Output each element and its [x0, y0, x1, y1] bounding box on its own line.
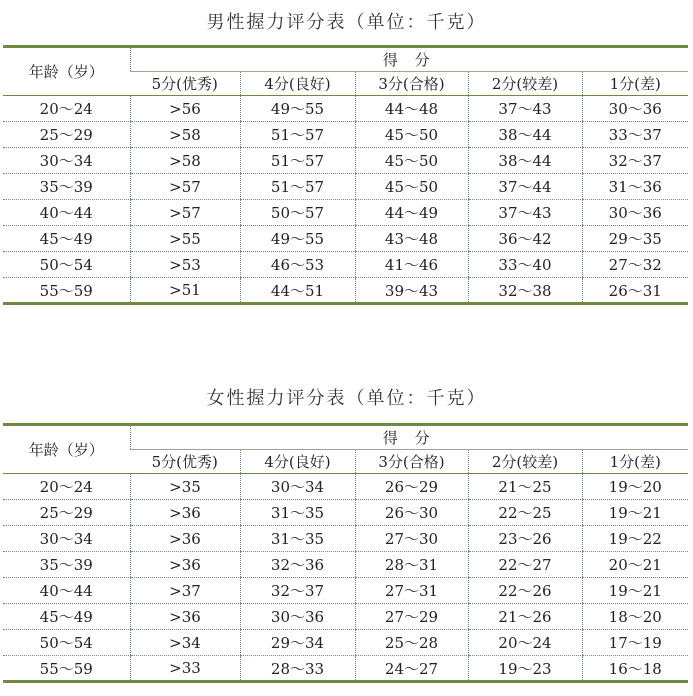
score-group-header: 得 分	[130, 47, 688, 72]
score-cell: 32～37	[582, 148, 688, 174]
table-row	[3, 552, 688, 578]
age-cell: 35～39	[3, 174, 130, 200]
score-cell: 44～49	[355, 200, 468, 226]
score-cell: 39～43	[355, 278, 468, 304]
score-cell: 32～38	[468, 278, 582, 304]
score-cell: 31～35	[240, 500, 355, 526]
score-cell: 22～26	[468, 578, 582, 604]
score-cell: 49～55	[240, 226, 355, 252]
age-cell: 25～29	[3, 122, 130, 148]
score-cell: >57	[130, 200, 240, 226]
score-cell: 37～43	[468, 96, 582, 122]
score-cell: 30～36	[582, 200, 688, 226]
age-cell: 55～59	[3, 656, 130, 682]
level-header-3: 3分(合格)	[355, 450, 468, 474]
score-cell: 21～26	[468, 604, 582, 630]
score-cell: >36	[130, 526, 240, 552]
score-cell: 20～21	[582, 552, 688, 578]
table-row	[3, 578, 688, 604]
age-cell: 35～39	[3, 552, 130, 578]
score-cell: >51	[130, 278, 240, 304]
age-cell: 20～24	[3, 96, 130, 122]
score-cell: 27～29	[355, 604, 468, 630]
score-cell: 20～24	[468, 630, 582, 656]
score-cell: 16～18	[582, 656, 688, 682]
score-cell: 22～25	[468, 500, 582, 526]
level-header-2: 2分(较差)	[468, 72, 582, 96]
table-row	[3, 252, 688, 278]
level-header-5: 5分(优秀)	[130, 72, 240, 96]
male-table-title: 男性握力评分表（单位：千克）	[206, 12, 487, 33]
table-row	[3, 174, 688, 200]
score-cell: 49～55	[240, 96, 355, 122]
score-cell: 18～20	[582, 604, 688, 630]
score-cell: 32～37	[240, 578, 355, 604]
table-row	[3, 200, 688, 226]
level-header-4: 4分(良好)	[240, 72, 355, 96]
score-cell: 27～31	[355, 578, 468, 604]
age-column-header: 年龄（岁）	[3, 47, 130, 96]
level-header-5: 5分(优秀)	[130, 450, 240, 474]
score-cell: 23～26	[468, 526, 582, 552]
score-cell: 44～48	[355, 96, 468, 122]
table-row	[3, 474, 688, 500]
age-cell: 45～49	[3, 226, 130, 252]
score-cell: 33～37	[582, 122, 688, 148]
table-row	[3, 500, 688, 526]
score-cell: 51～57	[240, 148, 355, 174]
male-grip-table	[3, 45, 688, 305]
age-cell: 20～24	[3, 474, 130, 500]
score-cell: 46～53	[240, 252, 355, 278]
score-cell: 36～42	[468, 226, 582, 252]
score-cell: 27～32	[582, 252, 688, 278]
score-cell: >36	[130, 604, 240, 630]
score-cell: 30～36	[582, 96, 688, 122]
table-row	[3, 148, 688, 174]
score-cell: 19～23	[468, 656, 582, 682]
level-header-2: 2分(较差)	[468, 450, 582, 474]
score-cell: >58	[130, 148, 240, 174]
age-cell: 30～34	[3, 526, 130, 552]
score-cell: 26～31	[582, 278, 688, 304]
table-row	[3, 278, 688, 304]
score-cell: 41～46	[355, 252, 468, 278]
table-row	[3, 226, 688, 252]
age-cell: 50～54	[3, 252, 130, 278]
score-cell: 32～36	[240, 552, 355, 578]
score-cell: 33～40	[468, 252, 582, 278]
score-cell: 17～19	[582, 630, 688, 656]
score-cell: 51～57	[240, 122, 355, 148]
score-cell: 43～48	[355, 226, 468, 252]
level-header-3: 3分(合格)	[355, 72, 468, 96]
score-cell: 38～44	[468, 122, 582, 148]
score-cell: >35	[130, 474, 240, 500]
age-cell: 40～44	[3, 578, 130, 604]
age-cell: 40～44	[3, 200, 130, 226]
score-cell: 25～28	[355, 630, 468, 656]
female-grip-table	[3, 423, 688, 683]
score-cell: 30～34	[240, 474, 355, 500]
score-cell: >37	[130, 578, 240, 604]
score-cell: >34	[130, 630, 240, 656]
score-cell: 26～30	[355, 500, 468, 526]
score-cell: 19～21	[582, 500, 688, 526]
level-header-1: 1分(差)	[582, 72, 688, 96]
age-cell: 30～34	[3, 148, 130, 174]
age-cell: 50～54	[3, 630, 130, 656]
score-cell: 51～57	[240, 174, 355, 200]
score-cell: 26～29	[355, 474, 468, 500]
score-cell: 37～44	[468, 174, 582, 200]
score-cell: 28～31	[355, 552, 468, 578]
age-cell: 55～59	[3, 278, 130, 304]
score-cell: 31～36	[582, 174, 688, 200]
score-cell: >57	[130, 174, 240, 200]
score-cell: 45～50	[355, 174, 468, 200]
level-header-4: 4分(良好)	[240, 450, 355, 474]
score-cell: 29～35	[582, 226, 688, 252]
score-cell: 21～25	[468, 474, 582, 500]
table-row	[3, 656, 688, 682]
score-cell: >53	[130, 252, 240, 278]
score-cell: 38～44	[468, 148, 582, 174]
score-cell: >58	[130, 122, 240, 148]
score-cell: 31～35	[240, 526, 355, 552]
age-column-header: 年龄（岁）	[3, 425, 130, 474]
score-cell: 28～33	[240, 656, 355, 682]
score-group-header: 得 分	[130, 425, 688, 450]
table-row	[3, 630, 688, 656]
score-cell: >56	[130, 96, 240, 122]
table-row	[3, 526, 688, 552]
score-cell: 19～21	[582, 578, 688, 604]
score-cell: 27～30	[355, 526, 468, 552]
score-cell: 19～22	[582, 526, 688, 552]
score-cell: 19～20	[582, 474, 688, 500]
score-cell: 24～27	[355, 656, 468, 682]
score-cell: >36	[130, 500, 240, 526]
score-cell: 30～36	[240, 604, 355, 630]
table-row	[3, 604, 688, 630]
score-cell: 22～27	[468, 552, 582, 578]
age-cell: 45～49	[3, 604, 130, 630]
score-cell: 37～43	[468, 200, 582, 226]
score-cell: 45～50	[355, 148, 468, 174]
score-cell: 50～57	[240, 200, 355, 226]
level-header-1: 1分(差)	[582, 450, 688, 474]
age-cell: 25～29	[3, 500, 130, 526]
table-row	[3, 96, 688, 122]
score-cell: >33	[130, 656, 240, 682]
table-row	[3, 122, 688, 148]
score-cell: 45～50	[355, 122, 468, 148]
score-cell: 44～51	[240, 278, 355, 304]
score-cell: >55	[130, 226, 240, 252]
score-cell: >36	[130, 552, 240, 578]
score-cell: 29～34	[240, 630, 355, 656]
female-table-title: 女性握力评分表（单位：千克）	[206, 388, 487, 409]
